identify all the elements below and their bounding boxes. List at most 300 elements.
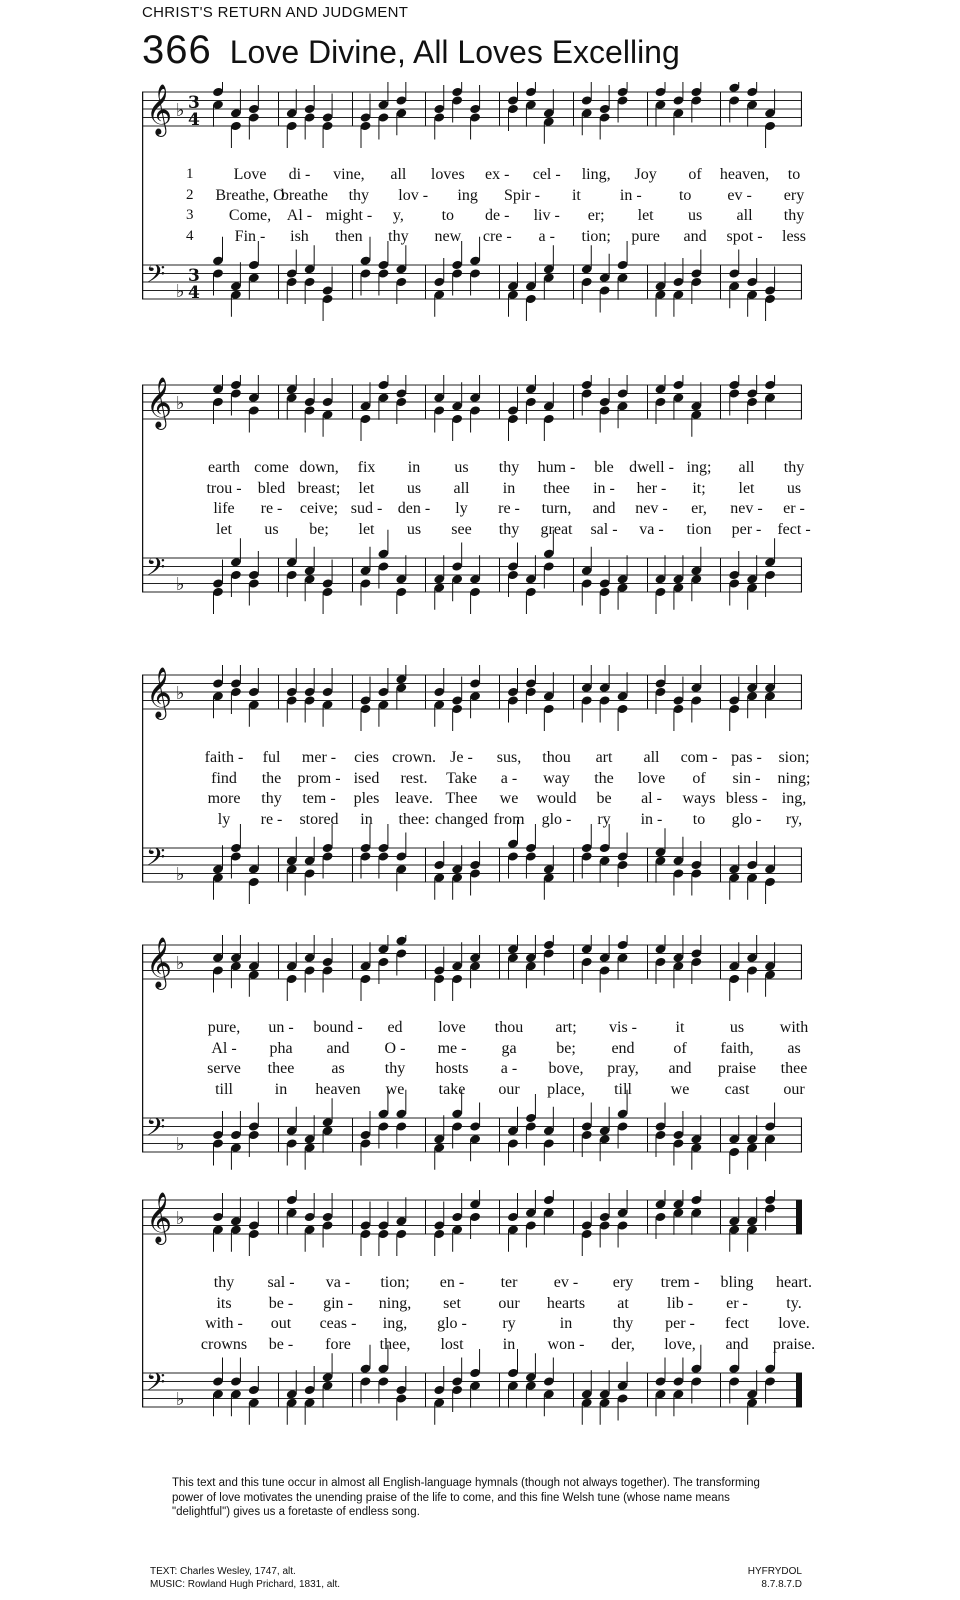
lyric-line-verse-1 — [142, 749, 810, 769]
lyric-syllable: all — [643, 749, 660, 766]
lyric-syllable: thy — [783, 459, 805, 476]
lyric-syllable: sus, — [496, 749, 522, 766]
lyric-syllable: tion; — [380, 1274, 410, 1291]
lyric-syllable: won - — [547, 1335, 585, 1353]
lyric-syllable: ing, — [781, 790, 807, 807]
treble-clef-icon: 𝄞 — [146, 937, 173, 988]
lyric-syllable: to — [692, 810, 706, 828]
lyric-syllable: glo - — [731, 810, 762, 828]
lyric-syllable: earth — [208, 459, 240, 476]
lyric-line-verse-3 — [142, 1060, 808, 1080]
lyric-syllable: heart. — [776, 1274, 812, 1291]
lyric-syllable: bound - — [313, 1019, 363, 1036]
lyric-syllable: de - — [485, 207, 510, 224]
lyric-syllable: per - — [731, 520, 762, 538]
lyric-syllable: crown. — [392, 749, 436, 766]
lyric-syllable: er - — [783, 500, 805, 517]
lyric-syllable: sal - — [267, 1274, 295, 1291]
lyric-syllable: thee — [267, 1060, 295, 1077]
text-credit: TEXT: Charles Wesley, 1747, alt. — [150, 1566, 296, 1577]
verse-number: 2 — [186, 186, 194, 203]
lyric-line-verse-3 — [142, 207, 805, 227]
lyric-syllable: us — [786, 479, 802, 497]
lyric-syllable: let — [738, 479, 755, 497]
lyric-syllable: ble — [594, 459, 614, 476]
lyric-syllable: er - — [726, 1294, 748, 1312]
lyric-syllable: vis - — [609, 1019, 637, 1036]
lyric-syllable: lov - — [398, 186, 429, 204]
lyric-syllable: ly — [217, 810, 231, 828]
bass-staff — [142, 1113, 802, 1155]
lyric-syllable: out — [270, 1315, 292, 1332]
lyric-syllable: we — [670, 1080, 690, 1098]
lyric-syllable: Breathe, O — [215, 186, 285, 204]
lyric-syllable: it — [571, 186, 581, 204]
lyric-syllable: re - — [260, 810, 283, 828]
time-signature-bottom: 4 — [188, 283, 200, 303]
lyric-syllable: den - — [397, 500, 431, 517]
time-signature-top: 3 — [188, 93, 200, 113]
lyric-syllable: we — [499, 790, 519, 807]
bass-clef-icon: 𝄢 — [146, 553, 166, 588]
lyric-syllable: cast — [724, 1080, 750, 1098]
lyric-syllable: fect - — [777, 520, 811, 538]
lyric-syllable: life — [213, 500, 235, 517]
lyric-syllable: tion; — [581, 227, 611, 245]
time-signature-top: 3 — [188, 266, 200, 286]
lyric-syllable: lib - — [666, 1294, 694, 1312]
lyric-syllable: sal - — [590, 520, 618, 538]
bass-clef-icon: 𝄢 — [146, 1113, 166, 1148]
lyric-syllable: let — [637, 207, 654, 224]
lyric-syllable: our — [783, 1080, 805, 1098]
lyric-syllable: take — [438, 1080, 466, 1098]
treble-clef-icon: 𝄞 — [146, 667, 173, 718]
lyric-syllable: thy — [612, 1315, 634, 1332]
lyric-syllable: ing — [457, 186, 478, 204]
lyric-syllable: hosts — [435, 1060, 469, 1077]
lyric-syllable: in — [360, 810, 373, 828]
lyric-syllable: art — [595, 749, 613, 766]
lyric-syllable: as — [331, 1060, 345, 1077]
lyric-syllable: a - — [538, 227, 555, 245]
lyric-syllable: in - — [619, 186, 642, 204]
lyric-syllable: breast; — [297, 479, 341, 497]
lyric-syllable: let — [358, 520, 375, 538]
lyric-line-verse-4 — [142, 1335, 816, 1356]
lyric-syllable: Fin - — [234, 227, 266, 245]
lyric-line-verse-1 — [142, 166, 802, 186]
flat-icon: ♭ — [176, 393, 185, 414]
bass-clef-icon: 𝄢 — [146, 843, 166, 878]
lyric-line-verse-2 — [142, 1295, 802, 1315]
lyric-syllable: set — [443, 1294, 461, 1312]
lyric-syllable: bove, — [548, 1060, 584, 1077]
verse-number: 4 — [186, 227, 194, 244]
lyric-syllable: ing, — [382, 1315, 408, 1332]
lyric-syllable: love — [438, 1019, 466, 1036]
lyric-syllable: in — [502, 1335, 516, 1353]
lyric-syllable: trou - — [206, 479, 242, 497]
lyric-syllable: cel - — [532, 166, 561, 183]
lyric-syllable: serve — [207, 1060, 241, 1077]
lyric-syllable: would — [536, 790, 577, 807]
lyric-syllable: sud - — [350, 500, 383, 517]
tune-name: HYFRYDOL — [747, 1566, 802, 1577]
lyric-syllable: be; — [556, 1039, 576, 1057]
bass-clef-icon: 𝄢 — [146, 260, 166, 295]
lyric-syllable: loves — [430, 166, 465, 183]
lyric-syllable: er, — [691, 500, 707, 517]
lyric-syllable: glo - — [437, 1315, 467, 1332]
treble-staff — [142, 937, 802, 990]
lyric-line-verse-2 — [142, 769, 811, 790]
lyric-syllable: crowns — [200, 1335, 248, 1353]
lyric-syllable: ev - — [727, 186, 752, 204]
tune-info — [748, 1565, 802, 1591]
lyric-syllable: and — [668, 1060, 692, 1077]
section-heading: CHRIST'S RETURN AND JUDGMENT — [142, 4, 409, 21]
lyric-syllable: in — [502, 479, 516, 497]
lyric-line-verse-2 — [142, 186, 805, 207]
treble-staff — [142, 667, 802, 720]
lyric-syllable: faith - — [204, 749, 244, 766]
verse-number: 1 — [186, 166, 194, 182]
lyric-line-verse-1 — [142, 1274, 812, 1294]
lyric-syllable: glo - — [541, 810, 572, 828]
treble-clef-icon: 𝄞 — [146, 84, 173, 135]
lyric-line-verse-4 — [142, 227, 806, 248]
lyric-syllable: ry — [502, 1315, 516, 1332]
lyric-syllable: in — [407, 459, 421, 476]
meter: 8.7.8.7.D — [761, 1579, 802, 1590]
lyric-syllable: ling, — [581, 166, 611, 183]
lyric-syllable: in - — [640, 810, 663, 828]
lyric-syllable: trem - — [660, 1274, 700, 1291]
lyric-syllable: thy — [783, 207, 805, 224]
lyric-syllable: thee, — [379, 1335, 411, 1353]
lyric-syllable: pray, — [607, 1060, 639, 1077]
lyric-syllable: thy — [498, 520, 520, 538]
lyric-syllable: cre - — [482, 227, 512, 245]
lyric-syllable: pha — [269, 1039, 293, 1057]
lyric-syllable: per - — [665, 1315, 695, 1332]
lyric-syllable: dwell - — [629, 459, 674, 476]
lyric-syllable: with - — [205, 1315, 243, 1332]
lyric-syllable: ways — [682, 790, 716, 807]
lyric-syllable: love. — [778, 1315, 810, 1332]
lyric-syllable: ly — [455, 500, 468, 517]
hymn-number: 366 — [142, 28, 212, 72]
lyric-syllable: tem - — [302, 790, 336, 807]
lyric-syllable: us — [264, 520, 279, 538]
lyric-syllable: hum - — [537, 459, 576, 476]
lyric-line-verse-4 — [142, 1080, 805, 1101]
lyric-syllable: find — [211, 769, 237, 787]
lyric-syllable: to — [678, 186, 692, 204]
hymn-note: This text and this tune occur in almost all English-language hymnals (though not always together). The transforming power of love motivates the unending praise of the life to come, and this fine Welsh tune (whose name means "delightful") gives us a foretaste of endless song. — [172, 1477, 760, 1518]
lyric-syllable: ty. — [786, 1294, 802, 1312]
flat-icon: ♭ — [176, 1389, 185, 1410]
lyric-syllable: be - — [268, 1294, 294, 1312]
lyric-line-verse-1 — [142, 459, 805, 479]
lyric-syllable: un - — [268, 1019, 294, 1036]
lyric-syllable: bless - — [725, 790, 768, 807]
lyric-syllable: thy — [348, 186, 370, 204]
lyric-syllable: re - — [260, 500, 283, 517]
lyric-syllable: va - — [325, 1274, 351, 1291]
treble-clef-icon: 𝄞 — [146, 1192, 173, 1243]
lyric-syllable: ter — [500, 1274, 518, 1291]
lyric-syllable: thou — [542, 749, 571, 766]
lyric-syllable: end — [611, 1039, 635, 1057]
lyric-syllable: it; — [692, 479, 706, 497]
lyric-syllable: ry — [597, 810, 611, 828]
lyric-syllable: praise — [717, 1060, 757, 1077]
lyric-syllable: see — [451, 520, 472, 538]
lyric-syllable: ry, — [785, 810, 803, 828]
lyric-syllable: a - — [500, 769, 518, 787]
lyric-syllable: stored — [299, 810, 339, 828]
lyric-syllable: ceas - — [319, 1315, 357, 1332]
lyric-syllable: thy — [498, 459, 520, 476]
lyric-syllable: tion — [686, 520, 712, 538]
lyric-syllable: all — [453, 479, 470, 497]
lyric-syllable: prom - — [297, 769, 341, 787]
lyric-syllable: leave. — [395, 790, 433, 807]
lyric-syllable: us — [687, 207, 703, 224]
lyric-syllable: ed — [387, 1019, 403, 1036]
lyric-syllable: thy — [384, 1060, 406, 1077]
lyric-syllable: the — [594, 769, 614, 787]
lyric-line-verse-3 — [142, 790, 807, 810]
lyric-syllable: pure — [631, 227, 660, 245]
lyric-syllable: vine, — [333, 166, 365, 183]
lyric-syllable: sin - — [732, 769, 761, 787]
lyric-syllable: Come, — [228, 207, 272, 224]
lyric-syllable: changed — [434, 810, 489, 828]
verse-number: 3 — [186, 207, 194, 223]
lyric-syllable: turn, — [541, 500, 572, 517]
lyric-syllable: all — [736, 207, 753, 224]
flat-icon: ♭ — [176, 683, 185, 704]
lyric-syllable: ning; — [777, 769, 811, 787]
bass-staff — [142, 553, 802, 595]
lyric-line-verse-2 — [142, 1040, 802, 1060]
lyric-syllable: y, — [392, 207, 404, 224]
lyric-syllable: thou — [494, 1019, 524, 1036]
treble-clef-icon: 𝄞 — [146, 377, 173, 428]
music-system — [142, 1190, 816, 1438]
lyric-syllable: all — [738, 459, 755, 476]
lyric-syllable: come — [254, 459, 289, 476]
flat-icon: ♭ — [176, 953, 185, 974]
lyric-syllable: to — [441, 207, 455, 224]
lyric-syllable: thy — [388, 227, 409, 245]
lyric-syllable: ga — [501, 1039, 517, 1057]
lyric-line-verse-2 — [142, 480, 802, 500]
lyric-syllable: liv - — [533, 207, 560, 224]
lyric-syllable: place, — [547, 1080, 585, 1098]
lyric-syllable: our — [498, 1080, 520, 1098]
lyric-syllable: new — [434, 227, 462, 245]
lyric-syllable: en - — [439, 1274, 465, 1291]
lyric-syllable: ised — [353, 769, 380, 787]
lyric-syllable: mer - — [301, 749, 337, 766]
lyric-syllable: er; — [587, 207, 605, 224]
lyric-syllable: art; — [555, 1019, 577, 1036]
lyric-syllable: gin - — [323, 1294, 353, 1312]
lyric-syllable: pure, — [207, 1019, 241, 1036]
lyric-syllable: ex - — [485, 166, 510, 183]
lyric-syllable: fore — [325, 1335, 351, 1353]
lyric-line-verse-3 — [142, 1315, 810, 1335]
lyric-syllable: ceive; — [299, 500, 339, 517]
lyric-syllable: as — [787, 1039, 801, 1057]
lyric-syllable: breathe — [280, 186, 328, 204]
lyric-syllable: Spir - — [504, 186, 540, 204]
lyric-syllable: faith, — [720, 1039, 754, 1057]
lyric-syllable: heaven — [315, 1080, 361, 1098]
lyric-syllable: Thee — [445, 790, 478, 807]
lyric-syllable: us — [406, 520, 422, 538]
lyric-syllable: in - — [593, 479, 615, 497]
lyric-syllable: and — [725, 1335, 749, 1353]
lyric-syllable: di - — [288, 166, 311, 183]
lyric-syllable: thy — [213, 1274, 235, 1291]
lyric-syllable: our — [498, 1294, 520, 1312]
lyric-syllable: ning, — [378, 1294, 412, 1312]
lyric-syllable: thee: — [398, 810, 430, 828]
bass-clef-icon: 𝄢 — [146, 1368, 166, 1403]
lyric-syllable: all — [390, 166, 407, 183]
lyric-syllable: nev - — [635, 500, 668, 517]
lyric-syllable: praise. — [772, 1335, 816, 1353]
bass-staff — [142, 260, 802, 303]
lyric-syllable: let — [216, 520, 232, 538]
lyric-syllable: O - — [384, 1039, 406, 1057]
lyric-line-verse-3 — [142, 500, 805, 520]
music-system — [142, 375, 811, 623]
lyric-syllable: fect — [725, 1315, 749, 1332]
lyric-syllable: let — [358, 479, 375, 497]
lyric-syllable: be; — [309, 520, 329, 538]
lyric-syllable: more — [207, 790, 241, 807]
lyric-syllable: in — [274, 1080, 288, 1098]
lyric-syllable: her - — [636, 479, 667, 497]
lyric-syllable: in — [559, 1315, 573, 1332]
music-system — [142, 82, 806, 330]
lyric-syllable: Je - — [450, 749, 473, 766]
lyric-line-verse-4 — [142, 520, 811, 541]
lyric-syllable: va - — [639, 520, 664, 538]
lyric-syllable: spot - — [726, 227, 763, 245]
lyric-syllable: al - — [641, 790, 662, 807]
music-credit: MUSIC: Rowland Hugh Prichard, 1831, alt. — [150, 1579, 341, 1590]
lyric-syllable: ery — [783, 186, 805, 204]
lyric-syllable: then — [335, 227, 363, 245]
lyric-syllable: com - — [680, 749, 718, 766]
music-system — [142, 665, 811, 913]
lyric-syllable: till — [215, 1080, 233, 1098]
lyric-syllable: thee — [543, 479, 570, 497]
lyric-syllable: Joy — [634, 166, 657, 183]
lyric-syllable: bling — [720, 1274, 754, 1291]
lyric-syllable: us — [729, 1019, 745, 1036]
lyric-syllable: Al - — [211, 1039, 237, 1057]
lyric-syllable: ery — [612, 1274, 634, 1291]
lyric-syllable: Take — [446, 769, 477, 787]
hymn-title: Love Divine, All Loves Excelling — [229, 34, 680, 70]
lyric-syllable: us — [406, 479, 422, 497]
lyric-syllable: lost — [440, 1335, 464, 1353]
lyric-syllable: with — [779, 1019, 809, 1036]
lyric-syllable: ev - — [553, 1274, 579, 1291]
flat-icon: ♭ — [176, 1134, 185, 1155]
lyric-syllable: of — [692, 769, 706, 787]
lyric-syllable: cies — [354, 749, 379, 766]
hymn-header — [142, 28, 680, 73]
lyric-syllable: hearts — [546, 1294, 586, 1312]
lyric-syllable: re - — [498, 500, 520, 517]
lyric-syllable: sion; — [778, 749, 810, 766]
lyric-syllable: from — [493, 810, 525, 828]
lyric-syllable: ing; — [686, 459, 712, 476]
lyric-syllable: ples — [353, 790, 380, 807]
lyric-syllable: to — [787, 166, 801, 183]
treble-staff — [142, 377, 802, 430]
lyric-syllable: rest. — [400, 769, 428, 787]
lyric-syllable: and — [326, 1039, 350, 1057]
flat-icon: ♭ — [176, 1208, 185, 1229]
lyric-syllable: of — [688, 166, 702, 183]
lyric-syllable: pas - — [731, 749, 762, 766]
lyric-syllable: fix — [357, 459, 376, 476]
lyric-syllable: and — [592, 500, 616, 517]
lyric-syllable: we — [385, 1080, 405, 1098]
lyric-syllable: the — [261, 769, 282, 787]
lyric-syllable: der, — [611, 1335, 635, 1353]
lyric-syllable: Love — [233, 166, 267, 183]
lyric-syllable: of — [673, 1039, 687, 1057]
lyric-syllable: and — [683, 227, 707, 245]
flat-icon: ♭ — [176, 864, 185, 885]
lyric-syllable: Al - — [286, 207, 313, 224]
lyric-syllable: a - — [500, 1060, 518, 1077]
lyric-syllable: us — [454, 459, 469, 476]
lyric-syllable: love, — [664, 1335, 696, 1353]
lyric-syllable: at — [617, 1294, 629, 1312]
flat-icon: ♭ — [176, 281, 185, 302]
lyric-syllable: till — [614, 1080, 632, 1098]
time-signature-bottom: 4 — [188, 110, 200, 130]
lyric-syllable: be - — [268, 1335, 294, 1353]
credits — [150, 1565, 340, 1591]
lyric-syllable: it — [675, 1019, 685, 1036]
lyric-syllable: great — [540, 520, 573, 538]
lyric-syllable: love — [637, 769, 666, 787]
lyric-line-verse-4 — [142, 811, 802, 831]
lyric-syllable: might - — [325, 207, 373, 224]
lyric-syllable: down, — [299, 459, 339, 476]
flat-icon: ♭ — [176, 100, 185, 121]
lyric-syllable: ful — [262, 749, 281, 766]
lyric-syllable: be — [596, 790, 612, 807]
lyric-syllable: thee — [780, 1060, 808, 1077]
lyric-line-verse-1 — [142, 1019, 809, 1039]
lyric-syllable: way — [543, 769, 570, 787]
lyric-syllable: nev - — [730, 500, 763, 517]
